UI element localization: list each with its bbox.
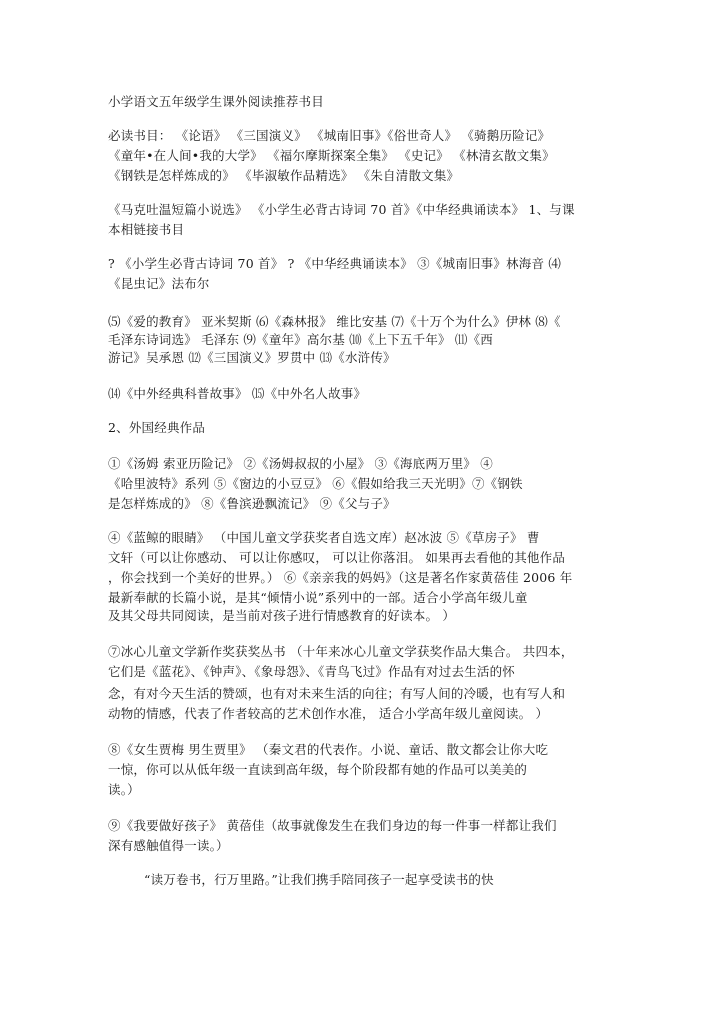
text-line: 《昆虫记》法布尔 (108, 276, 210, 291)
text-line: ⑧《女生贾梅 男生贾里》 （秦文君的代表作。小说、童话、散文都会让你大吃 (108, 742, 549, 757)
text-line: 文轩（可以让你感动、 可以让你感叹， 可以让你落泪。 如果再去看他的其他作品 (108, 550, 566, 565)
text-line: ，你会找到一个美好的世界。） ⑥《亲亲我的妈妈》（这是著名作家黄蓓佳 2006 年 (108, 570, 573, 585)
text-line: 深有感触值得一读。） (108, 838, 229, 853)
text-line: 《钢铁是怎样炼成的》 《毕淑敏作品精选》 《朱自清散文集》 (108, 168, 460, 183)
text-line: 念，有对今天生活的赞颂，也有对未来生活的向往；有写人间的冷暖，也有写人和 (108, 686, 566, 701)
section-heading: 2、外国经典作品 (108, 420, 206, 435)
text-line: 《哈里波特》系列 ⑤《窗边的小豆豆》 ⑥《假如给我三天光明》⑦《钢铁 (108, 476, 523, 491)
text-line: ? 《小学生必背古诗词 70 首》 ? 《中华经典诵读本》 ③《城南旧事》林海音 ⑷ (108, 256, 562, 271)
text-line: 本相链接书目 (108, 222, 185, 237)
text-line: ⑨《我要做好孩子》 黄蓓佳（故事就像发生在我们身边的每一件事一样都让我们 (108, 818, 557, 833)
text-line: 《马克吐温短篇小说选》 《小学生必背古诗词 70 首》《中华经典诵读本》 1、与课 (108, 202, 575, 217)
text-line: 必读书目： 《论语》 《三国演义》 《城南旧事》《俗世奇人》 《骑鹅历险记》 (108, 128, 551, 143)
document-title: 小学语文五年级学生课外阅读推荐书目 (108, 94, 324, 109)
text-line: ①《汤姆 索亚历险记》 ②《汤姆叔叔的小屋》 ③《海底两万里》 ④ (108, 456, 493, 471)
text-line: ⑸《爱的教育》 亚米契斯 ⑹《森林报》 维比安基 ⑺《十万个为什么》伊林 ⑻《 (108, 314, 561, 329)
closing-quote-line: “读万卷书，行万里路。”让我们携手陪同孩子一起享受读书的快 (144, 872, 494, 887)
text-line: 是怎样炼成的》 ⑧《鲁滨逊飘流记》 ⑨《父与子》 (108, 496, 396, 511)
text-line: 动物的情感，代表了作者较高的艺术创作水准， 适合小学高年级儿童阅读。 ） (108, 706, 549, 721)
text-line: ⒁《中外经典科普故事》 ⒂《中外名人故事》 (108, 386, 367, 401)
text-line: ④《蓝鲸的眼睛》 （中国儿童文学获奖者自选文库）赵冰波 ⑤《草房子》 曹 (108, 530, 540, 545)
text-line: 读。） (108, 782, 140, 797)
text-line: 游记》吴承恩 ⑿《三国演义》罗贯中 ⒀《水浒传》 (108, 350, 396, 365)
text-line: 它们是《蓝花》、《钟声》、《象母怨》、《青鸟飞过》作品有对过去生活的怀 (108, 664, 516, 679)
text-line: 一惊，你可以从低年级一直读到高年级，每个阶段都有她的作品可以美美的 (108, 762, 528, 777)
text-line: 《童年•在人间•我的大学》 《福尔摩斯探案全集》 《史记》 《林清玄散文集》 (108, 148, 555, 163)
text-line: 及其父母共同阅读，是当前对孩子进行情感教育的好读本。 ） (108, 608, 456, 623)
text-line: ⑦冰心儿童文学新作奖获奖丛书 （十年来冰心儿童文学获奖作品大集合。 共四本， (108, 644, 574, 659)
text-line: 最新奉献的长篇小说，是其“倾情小说”系列中的一部。适合小学高年级儿童 (108, 590, 528, 605)
text-line: 毛泽东诗词选》 毛泽东 ⑼《童年》高尔基 ⑽《上下五千年》 ⑾《西 (108, 332, 493, 347)
